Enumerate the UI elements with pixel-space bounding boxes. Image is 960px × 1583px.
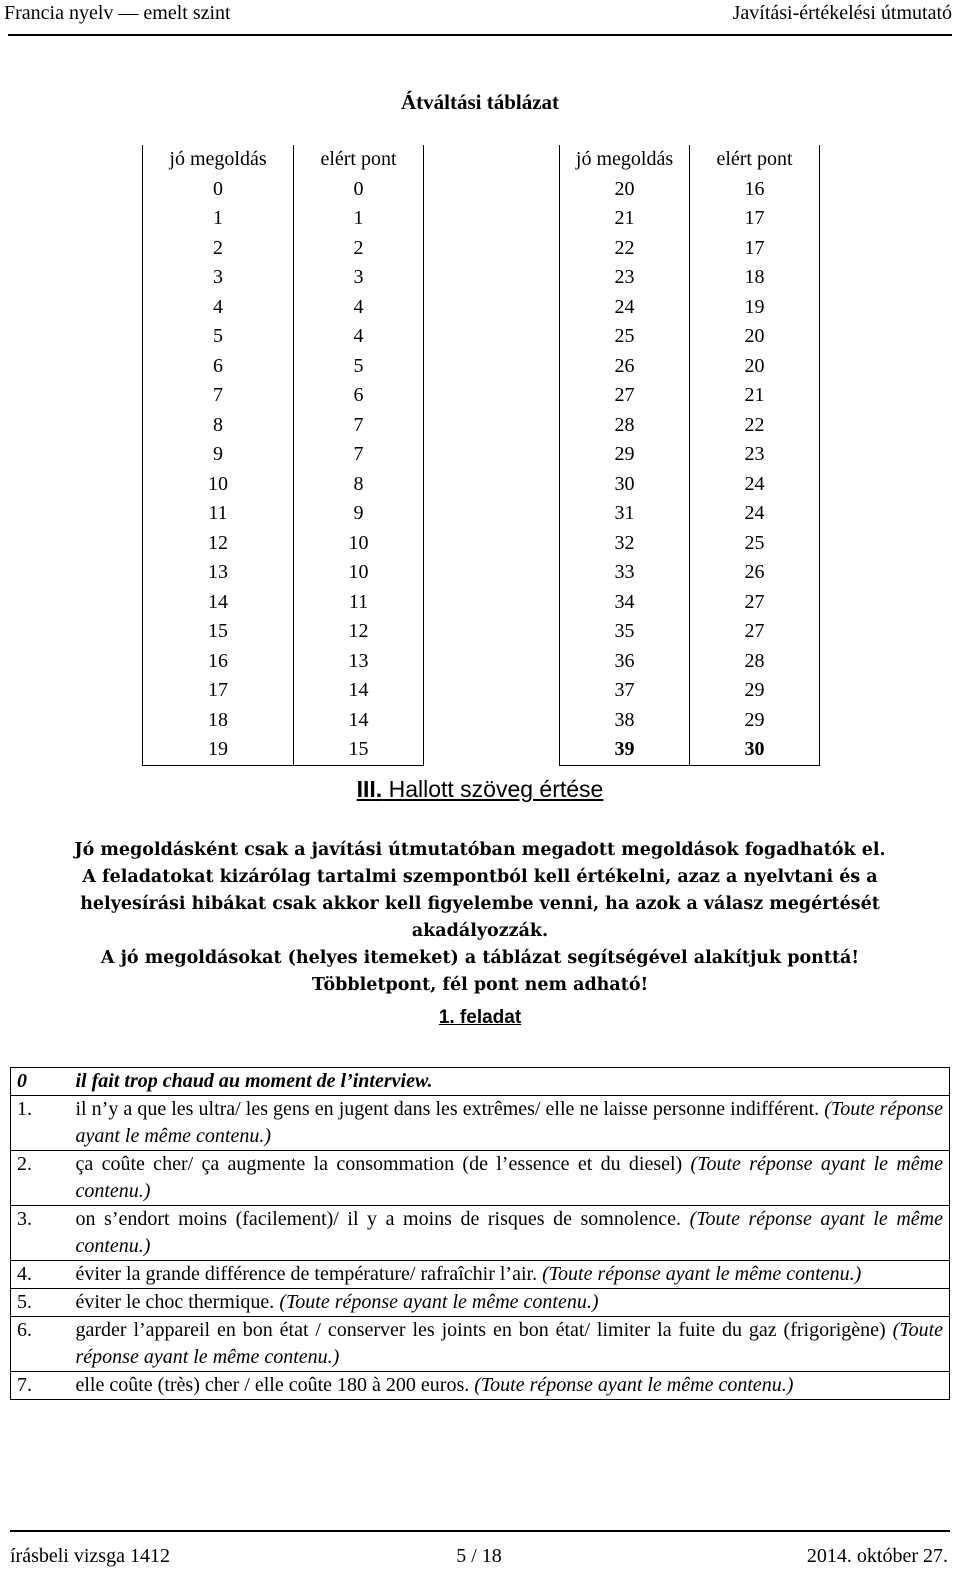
answer-number: 5. [11,1289,73,1317]
conversion-cell-points: 8 [294,470,424,500]
footer-exam-code: írásbeli vizsga 1412 [10,1545,170,1567]
conversion-cell-points: 26 [690,558,820,588]
conversion-cell-points: 1 [294,204,424,234]
answer-text: garder l’appareil en bon état / conserver les joints en bon état/ limiter la fuite du gaz (frigorigène) [75,1319,886,1341]
conversion-cell-points: 25 [690,529,820,559]
answer-note: (Toute réponse ayant le même contenu.) [75,1319,944,1368]
conversion-cell-points: 28 [690,647,820,677]
conversion-row [143,352,424,382]
answer-row [11,1261,950,1289]
conversion-row [560,293,820,323]
conversion-cell-points: 13 [294,647,424,677]
answer-text-cell [73,1206,950,1261]
answer-row [11,1317,950,1372]
conversion-row [143,558,424,588]
conversion-cell-correct: 29 [560,440,690,470]
answer-row [11,1289,950,1317]
instruction-line: Jó megoldásként csak a javítási útmutatóban megadott megoldások fogadhatók el. [74,840,886,860]
conversion-row [143,234,424,264]
conversion-row [143,322,424,352]
conversion-cell-correct: 33 [560,558,690,588]
answer-note: (Toute réponse ayant le même contenu.) [542,1263,862,1285]
conversion-cell-correct: 16 [143,647,294,677]
conversion-row [143,381,424,411]
conversion-row [143,735,424,765]
answer-row [11,1206,950,1261]
conversion-cell-correct: 32 [560,529,690,559]
conversion-cell-correct: 36 [560,647,690,677]
conversion-cell-correct: 23 [560,263,690,293]
conversion-cell-correct: 2 [143,234,294,264]
conversion-row [143,588,424,618]
conversion-cell-points: 29 [690,676,820,706]
answer-number: 0 [11,1068,73,1096]
answer-text-cell [73,1372,950,1400]
conversion-cell-correct: 39 [560,735,690,765]
conversion-row [560,175,820,205]
conversion-row [560,381,820,411]
conversion-cell-correct: 20 [560,175,690,205]
conversion-cell-correct: 22 [560,234,690,264]
conversion-cell-points: 20 [690,352,820,382]
answer-row [11,1372,950,1400]
column-header-points: elért pont [294,145,424,175]
conversion-row [143,440,424,470]
header-divider [8,34,952,36]
conversion-cell-points: 16 [690,175,820,205]
conversion-cell-correct: 35 [560,617,690,647]
answer-text-cell [73,1068,950,1096]
conversion-row [143,175,424,205]
answer-note: (Toute réponse ayant le même contenu.) [75,1208,943,1257]
answer-row [11,1151,950,1206]
answer-number: 2. [11,1151,73,1206]
conversion-cell-points: 24 [690,470,820,500]
conversion-row [143,293,424,323]
conversion-table-left [142,145,424,766]
conversion-cell-points: 17 [690,204,820,234]
conversion-cell-correct: 9 [143,440,294,470]
instruction-line: A feladatokat kizárólag tartalmi szempontból kell értékelni, azaz a nyelvtani és a helyesírási hibákat csak akkor kell figyelembe venni, ha azok a válasz megértését akadályozzák. [80,867,880,941]
answer-note: (Toute réponse ayant le même contenu.) [75,1098,944,1147]
conversion-cell-correct: 28 [560,411,690,441]
conversion-cell-points: 19 [690,293,820,323]
conversion-cell-points: 21 [690,381,820,411]
conversion-cell-correct: 6 [143,352,294,382]
conversion-cell-correct: 15 [143,617,294,647]
footer-date: 2014. október 27. [806,1545,948,1567]
column-header-correct: jó megoldás [143,145,294,175]
conversion-cell-correct: 19 [143,735,294,765]
conversion-cell-correct: 25 [560,322,690,352]
conversion-cell-points: 15 [294,735,424,765]
page-footer [10,1545,948,1575]
answer-text: ça coûte cher/ ça augmente la consommation (de l’essence et du diesel) [75,1153,683,1175]
conversion-cell-points: 7 [294,440,424,470]
answer-text: éviter la grande différence de température/ rafraîchir l’air. [75,1263,538,1285]
conversion-cell-points: 24 [690,499,820,529]
column-header-correct: jó megoldás [560,145,690,175]
answer-number: 1. [11,1096,73,1151]
answer-text-cell [73,1289,950,1317]
conversion-cell-correct: 21 [560,204,690,234]
conversion-cell-points: 18 [690,263,820,293]
footer-divider [10,1530,950,1532]
header-subject: Francia nyelv — emelt szint [4,2,231,24]
conversion-cell-correct: 13 [143,558,294,588]
conversion-table-right [559,145,820,766]
answer-text: il fait trop chaud au moment de l’interview. [75,1070,433,1092]
section-number: III. [356,776,383,802]
conversion-cell-correct: 24 [560,293,690,323]
conversion-cell-points: 23 [690,440,820,470]
conversion-cell-correct: 11 [143,499,294,529]
conversion-cell-correct: 10 [143,470,294,500]
answer-text-cell [73,1151,950,1206]
conversion-row [560,470,820,500]
conversion-row [143,647,424,677]
conversion-row [560,440,820,470]
conversion-row [143,263,424,293]
conversion-row [560,706,820,736]
conversion-row [560,617,820,647]
conversion-cell-points: 20 [690,322,820,352]
conversion-cell-correct: 3 [143,263,294,293]
conversion-cell-points: 3 [294,263,424,293]
conversion-row [560,558,820,588]
page-header [4,2,952,28]
conversion-row [560,411,820,441]
answer-number: 6. [11,1317,73,1372]
conversion-cell-points: 4 [294,322,424,352]
conversion-row [560,499,820,529]
conversion-cell-correct: 27 [560,381,690,411]
conversion-cell-points: 12 [294,617,424,647]
conversion-row [560,529,820,559]
answer-note: (Toute réponse ayant le même contenu.) [279,1291,599,1313]
conversion-row [560,352,820,382]
conversion-cell-points: 29 [690,706,820,736]
conversion-cell-correct: 0 [143,175,294,205]
conversion-cell-points: 11 [294,588,424,618]
conversion-cell-correct: 8 [143,411,294,441]
conversion-cell-points: 9 [294,499,424,529]
conversion-cell-points: 6 [294,381,424,411]
conversion-row [560,588,820,618]
conversion-row [560,263,820,293]
answer-key-table [10,1067,950,1400]
footer-page-number: 5 / 18 [456,1545,502,1567]
conversion-row [143,617,424,647]
conversion-cell-points: 30 [690,735,820,765]
answer-text: on s’endort moins (facilement)/ il y a moins de risques de somnolence. [75,1208,682,1230]
task-title: 1. feladat [438,1007,522,1028]
conversion-cell-correct: 34 [560,588,690,618]
answer-row [11,1096,950,1151]
conversion-cell-correct: 18 [143,706,294,736]
conversion-row [560,676,820,706]
conversion-cell-correct: 12 [143,529,294,559]
conversion-cell-points: 14 [294,676,424,706]
conversion-cell-points: 17 [690,234,820,264]
instruction-line: A jó megoldásokat (helyes itemeket) a táblázat segítségével alakítjuk ponttá! [100,948,860,968]
answer-text-cell [73,1096,950,1151]
conversion-row [143,706,424,736]
section-title [0,776,960,803]
conversion-row [560,322,820,352]
conversion-cell-correct: 26 [560,352,690,382]
conversion-row [143,204,424,234]
conversion-table-title: Átváltási táblázat [400,90,560,114]
instructions [40,837,920,999]
conversion-row [143,411,424,441]
answer-row [11,1068,950,1096]
conversion-cell-correct: 5 [143,322,294,352]
conversion-cell-correct: 7 [143,381,294,411]
conversion-cell-points: 10 [294,558,424,588]
answer-number: 3. [11,1206,73,1261]
conversion-row [143,676,424,706]
answer-text: elle coûte (très) cher / elle coûte 180 à 200 euros. [75,1374,470,1396]
answer-text: il n’y a que les ultra/ les gens en jugent dans les extrêmes/ elle ne laisse personne indifférent. [75,1098,820,1120]
conversion-cell-correct: 4 [143,293,294,323]
conversion-cell-correct: 1 [143,204,294,234]
conversion-row [560,647,820,677]
conversion-row [143,529,424,559]
conversion-cell-points: 27 [690,588,820,618]
conversion-cell-correct: 14 [143,588,294,618]
instruction-line: Többletpont, fél pont nem adható! [311,975,649,995]
answer-text-cell [73,1261,950,1289]
conversion-cell-points: 5 [294,352,424,382]
conversion-row [560,204,820,234]
conversion-cell-points: 0 [294,175,424,205]
answer-number: 4. [11,1261,73,1289]
conversion-cell-correct: 38 [560,706,690,736]
answer-note: (Toute réponse ayant le même contenu.) [474,1374,794,1396]
conversion-cell-points: 7 [294,411,424,441]
answer-note: (Toute réponse ayant le même contenu.) [75,1153,943,1202]
section-name: Hallott szöveg értése [388,776,604,802]
conversion-cell-points: 4 [294,293,424,323]
conversion-row [560,735,820,765]
conversion-cell-points: 27 [690,617,820,647]
conversion-cell-points: 22 [690,411,820,441]
header-doc-type: Javítási-értékelési útmutató [732,2,952,24]
conversion-cell-correct: 31 [560,499,690,529]
conversion-cell-correct: 37 [560,676,690,706]
conversion-row [143,470,424,500]
conversion-cell-points: 14 [294,706,424,736]
answer-text-cell [73,1317,950,1372]
conversion-row [560,234,820,264]
conversion-row [143,499,424,529]
conversion-cell-points: 10 [294,529,424,559]
conversion-cell-correct: 17 [143,676,294,706]
conversion-cell-points: 2 [294,234,424,264]
conversion-cell-correct: 30 [560,470,690,500]
answer-text: éviter le choc thermique. [75,1291,275,1313]
answer-number: 7. [11,1372,73,1400]
column-header-points: elért pont [690,145,820,175]
